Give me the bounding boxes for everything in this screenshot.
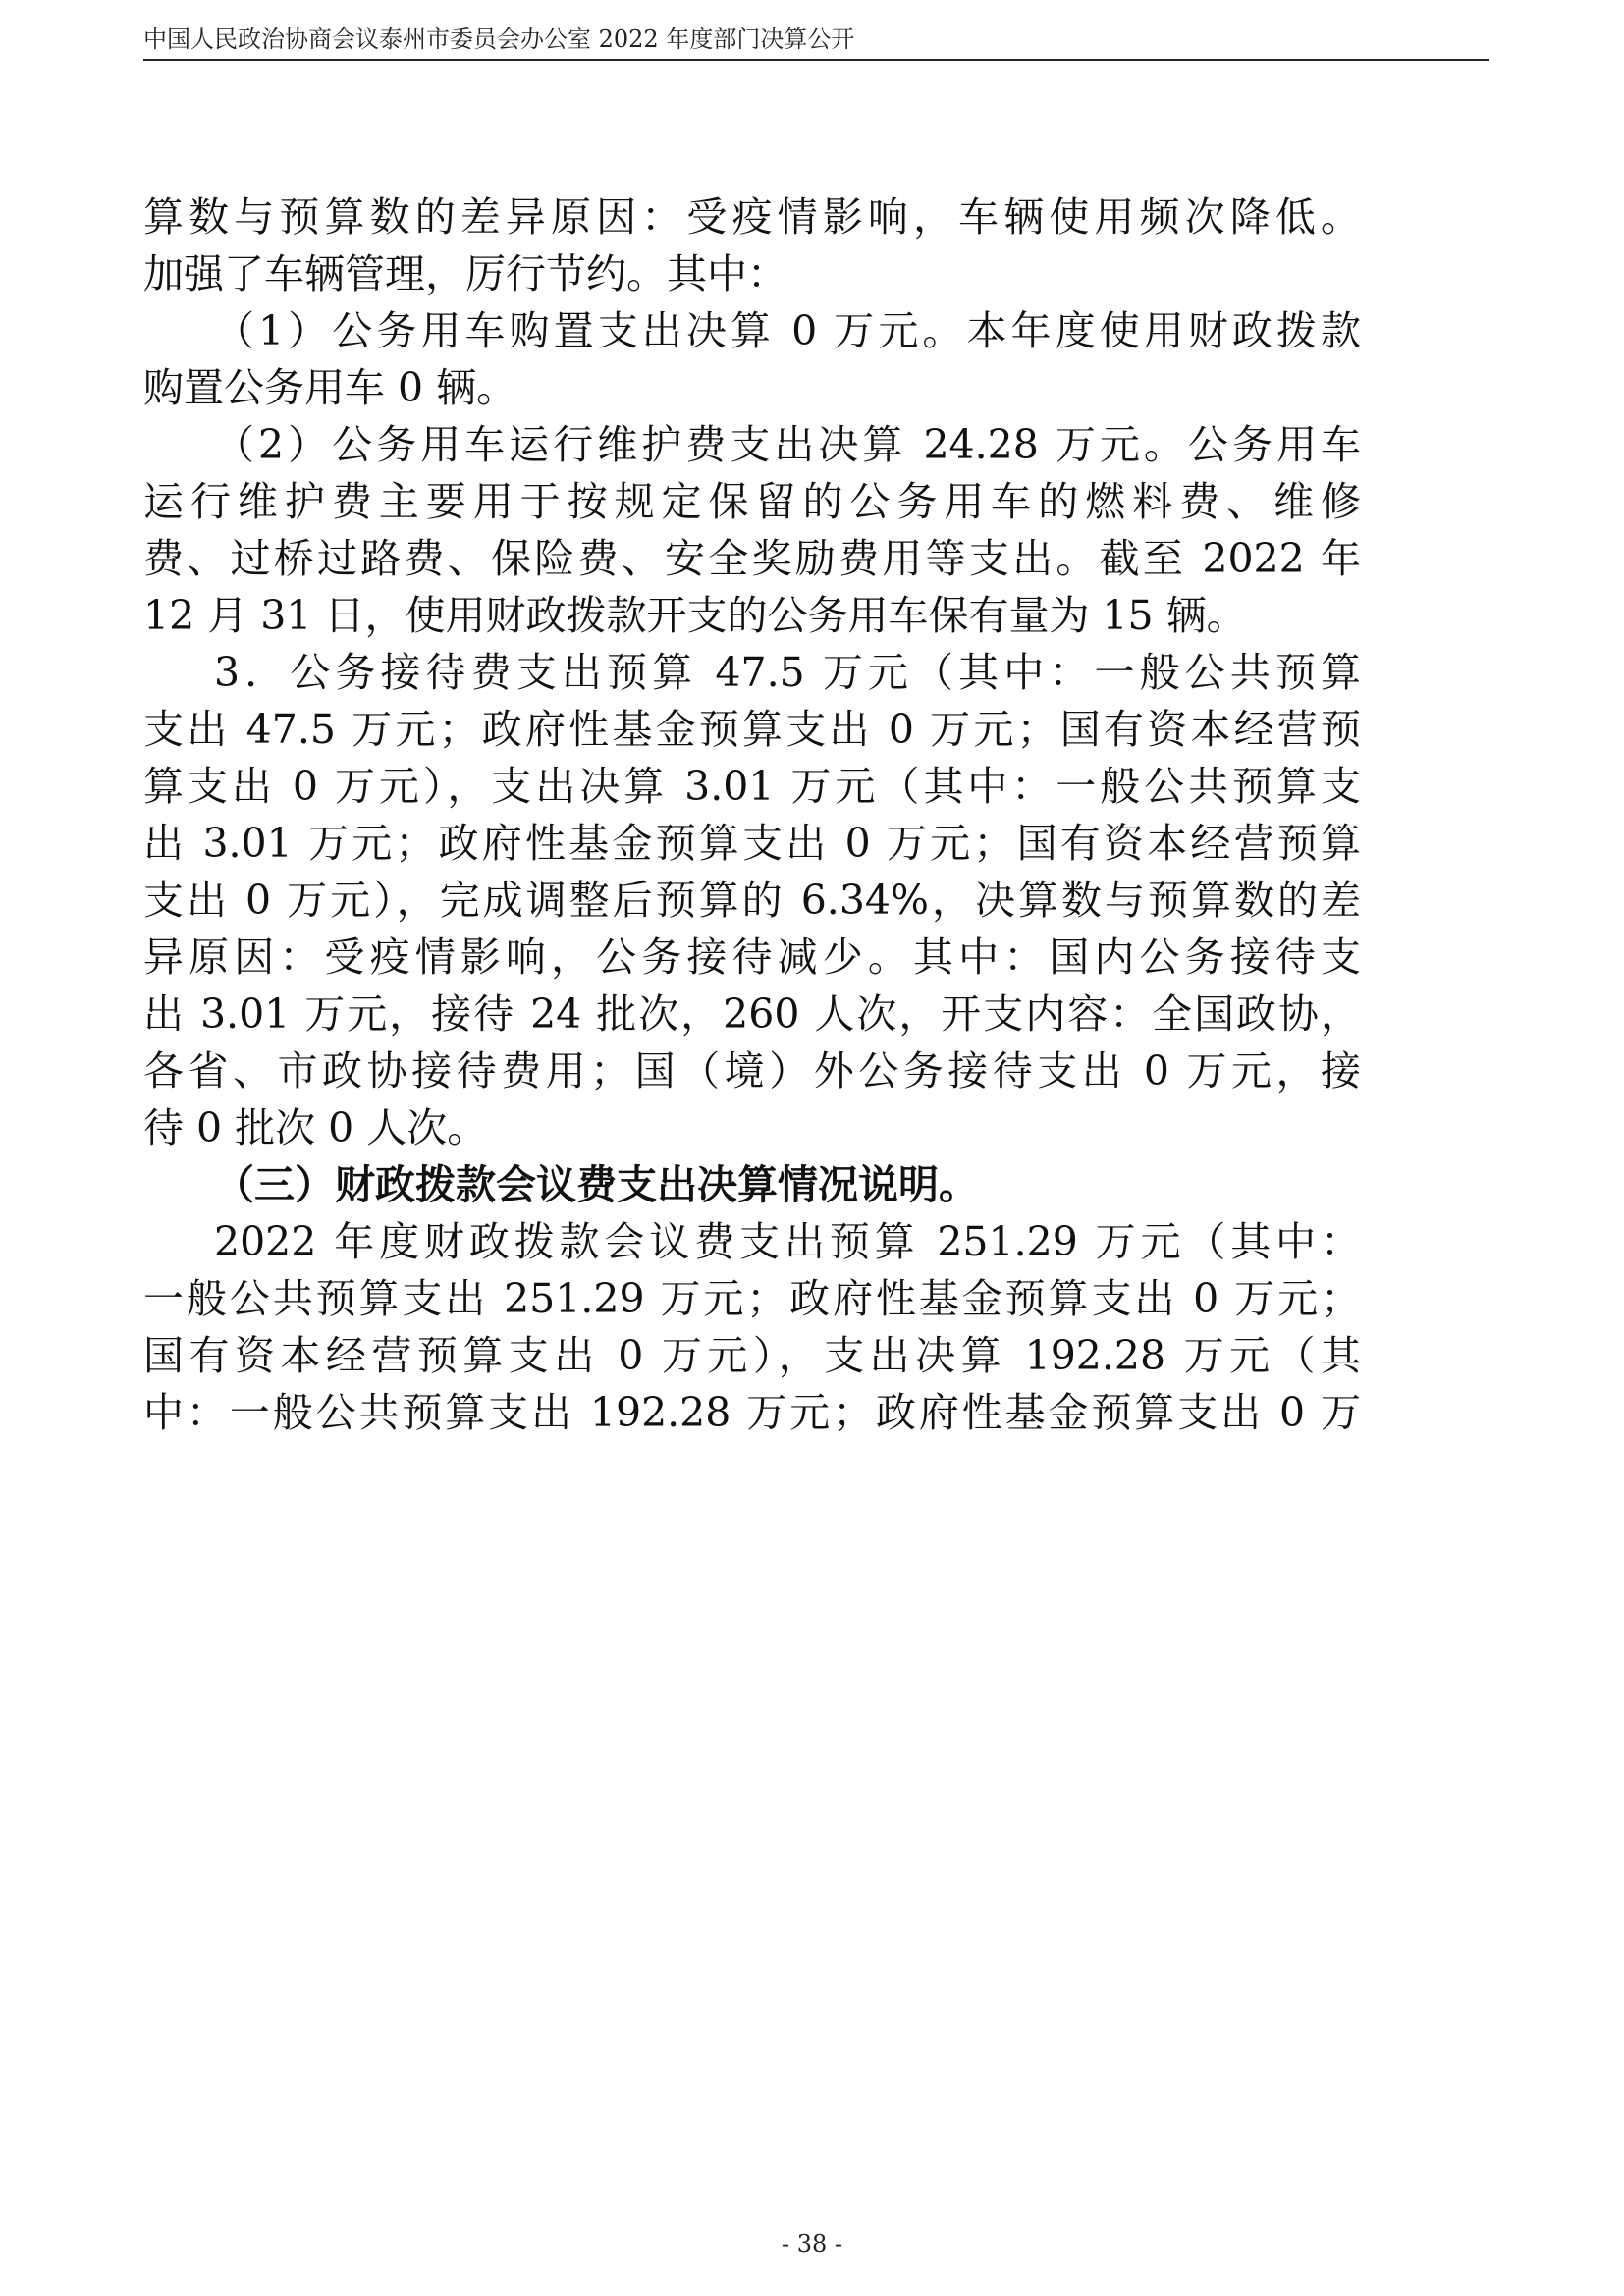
paragraph-line: （1）公务用车购置支出决算 0 万元。本年度使用财政拨款: [214, 307, 1361, 354]
document-title: 中国人民政治协商会议泰州市委员会办公室 2022 年度部门决算公开: [143, 26, 855, 53]
paragraph-line: 一般公共预算支出 251.29 万元；政府性基金预算支出 0 万元；: [143, 1275, 1361, 1322]
paragraph-line: 2022 年度财政拨款会议费支出预算 251.29 万元（其中：: [214, 1218, 1361, 1265]
paragraph-line: 购置公务用车 0 辆。: [143, 364, 517, 411]
section-heading: （三）财政拨款会议费支出决算情况说明。: [214, 1161, 979, 1208]
paragraph-line: 出 3.01 万元；政府性基金预算支出 0 万元；国有资本经营预算: [143, 820, 1361, 867]
paragraph-line: 出 3.01 万元，接待 24 批次，260 人次，开支内容：全国政协，: [143, 990, 1361, 1038]
paragraph-line: 运行维护费主要用于按规定保留的公务用车的燃料费、维修: [143, 478, 1361, 525]
paragraph-line: 支出 0 万元），完成调整后预算的 6.34%，决算数与预算数的差: [143, 877, 1361, 924]
paragraph-line: 算数与预算数的差异原因：受疫情影响，车辆使用频次降低。: [143, 193, 1361, 240]
paragraph-line: 中：一般公共预算支出 192.28 万元；政府性基金预算支出 0 万: [143, 1389, 1361, 1436]
paragraph-line: 3．公务接待费支出预算 47.5 万元（其中：一般公共预算: [214, 649, 1361, 696]
paragraph-line: 支出 47.5 万元；政府性基金预算支出 0 万元；国有资本经营预: [143, 706, 1361, 753]
paragraph-line: 费、过桥过路费、保险费、安全奖励费用等支出。截至 2022 年: [143, 535, 1361, 582]
paragraph-line: 待 0 批次 0 人次。: [143, 1104, 488, 1151]
paragraph-line: （2）公务用车运行维护费支出决算 24.28 万元。公务用车: [214, 421, 1361, 468]
page-header: [143, 22, 1489, 61]
paragraph-line: 各省、市政协接待费用；国（境）外公务接待支出 0 万元，接: [143, 1047, 1361, 1095]
paragraph-line: 算支出 0 万元），支出决算 3.01 万元（其中：一般公共预算支: [143, 763, 1361, 810]
paragraph-line: 加强了车辆管理，厉行节约。其中：: [143, 250, 787, 297]
paragraph-line: 国有资本经营预算支出 0 万元），支出决算 192.28 万元（其: [143, 1332, 1361, 1379]
paragraph-line: 异原因：受疫情影响，公务接待减少。其中：国内公务接待支: [143, 934, 1361, 981]
paragraph-line: 12 月 31 日，使用财政拨款开支的公务用车保有量为 15 辆。: [143, 592, 1247, 639]
page-number: - 38 -: [781, 2230, 842, 2258]
